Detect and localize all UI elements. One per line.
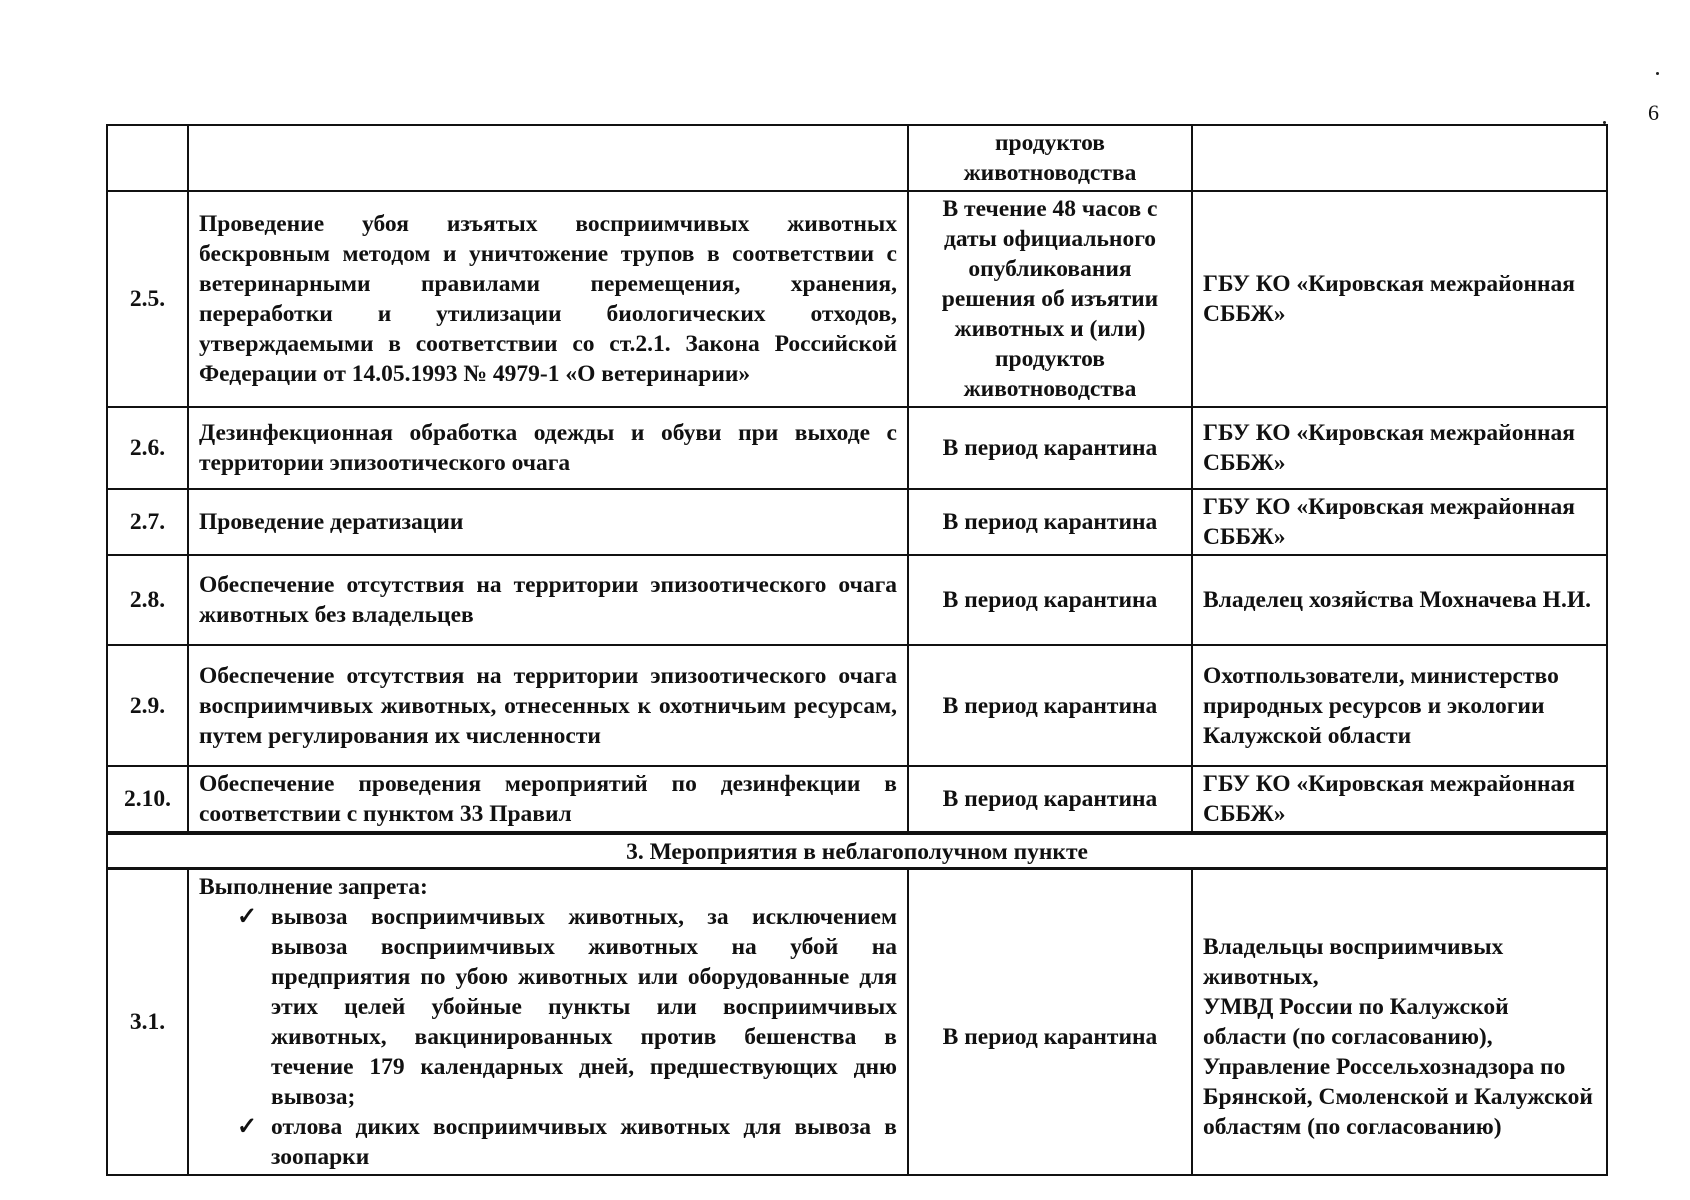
row-action: Проведение убоя изъятых восприимчивых животных бескровным методом и уничтожение трупов в соответствии с ветеринарными правилами перемещения, хранения, переработки и утилизации биологических отходов, утверждаемыми в соответствии со ст.2.1. Закона Российской Федерации от 14.05.1993 № 4979-1 «О ветеринарии» [188, 191, 908, 407]
row-term: В период карантина [908, 489, 1192, 555]
row-number: 2.5. [107, 191, 188, 407]
responsible-line: Владельцы восприимчивых животных, [1203, 934, 1504, 990]
row-action: Обеспечение проведения мероприятий по дезинфекции в соответствии с пунктом 33 Правил [188, 766, 908, 833]
responsible-line: Управление Россельхознадзора по Брянской, Смоленской и Калужской областям (по согласованию) [1203, 1054, 1593, 1140]
row-term: В период карантина [908, 555, 1192, 645]
table-row [107, 766, 1607, 833]
table-row [107, 191, 1607, 407]
checkmark-icon: ✓ [237, 904, 258, 930]
row-number: 2.6. [107, 407, 188, 489]
row-number: 3.1. [107, 869, 188, 1176]
row-action [188, 869, 908, 1176]
list-item-text: отлова диких восприимчивых животных для вывоза в зоопарки [271, 1114, 897, 1170]
page-number: 6 [1648, 100, 1659, 125]
row-action [188, 125, 908, 191]
row-responsible: Охотпользователи, министерство природных ресурсов и экологии Калужской области [1192, 645, 1607, 766]
scan-speck [1656, 72, 1659, 75]
row-action: Обеспечение отсутствия на территории эпизоотического очага животных без владельцев [188, 555, 908, 645]
table-row [107, 645, 1607, 766]
checkmark-icon: ✓ [237, 1114, 258, 1140]
row-number: 2.7. [107, 489, 188, 555]
row-responsible: ГБУ КО «Кировская межрайонная СББЖ» [1192, 407, 1607, 489]
row-responsible: ГБУ КО «Кировская межрайонная СББЖ» [1192, 766, 1607, 833]
row-term: В период карантина [908, 645, 1192, 766]
row-action: Обеспечение отсутствия на территории эпизоотического очага восприимчивых животных, отнесенных к охотничьим ресурсам, путем регулирования их численности [188, 645, 908, 766]
table-row [107, 125, 1607, 191]
row-responsible [1192, 125, 1607, 191]
row-term: В период карантина [908, 766, 1192, 833]
responsible-line: УМВД России по Калужской области (по согласованию), [1203, 994, 1509, 1050]
measures-table [106, 124, 1608, 1176]
table-row [107, 407, 1607, 489]
table-row [107, 555, 1607, 645]
list-item [199, 902, 897, 1112]
row-responsible [1192, 869, 1607, 1176]
row-term: В период карантина [908, 407, 1192, 489]
row-number: 2.8. [107, 555, 188, 645]
row-number [107, 125, 188, 191]
row-number: 2.9. [107, 645, 188, 766]
section-title: 3. Мероприятия в неблагополучном пункте [107, 833, 1607, 869]
list-item-text: вывоза восприимчивых животных, за исключением вывоза восприимчивых животных на убой на предприятия по убою животных или оборудованные для этих целей убойные пункты или восприимчивых животных, вакцинированных против бешенства в течение 179 календарных дней, предшествующих дню вывоза; [271, 904, 897, 1110]
row-action: Дезинфекционная обработка одежды и обуви при выходе с территории эпизоотического очага [188, 407, 908, 489]
row-term: В течение 48 часов с даты официального опубликования решения об изъятии животных и (или) продуктов животноводства [908, 191, 1192, 407]
section-heading-row [107, 833, 1607, 869]
ban-list [199, 902, 897, 1172]
table-row [107, 869, 1607, 1176]
table-row [107, 489, 1607, 555]
row-term: В период карантина [908, 869, 1192, 1176]
row-action: Проведение дератизации [188, 489, 908, 555]
row-responsible: Владелец хозяйства Мохначева Н.И. [1192, 555, 1607, 645]
row-term: продуктов животноводства [908, 125, 1192, 191]
row-responsible: ГБУ КО «Кировская межрайонная СББЖ» [1192, 489, 1607, 555]
row-number: 2.10. [107, 766, 188, 833]
ban-intro: Выполнение запрета: [199, 874, 428, 900]
list-item [199, 1112, 897, 1172]
row-responsible: ГБУ КО «Кировская межрайонная СББЖ» [1192, 191, 1607, 407]
